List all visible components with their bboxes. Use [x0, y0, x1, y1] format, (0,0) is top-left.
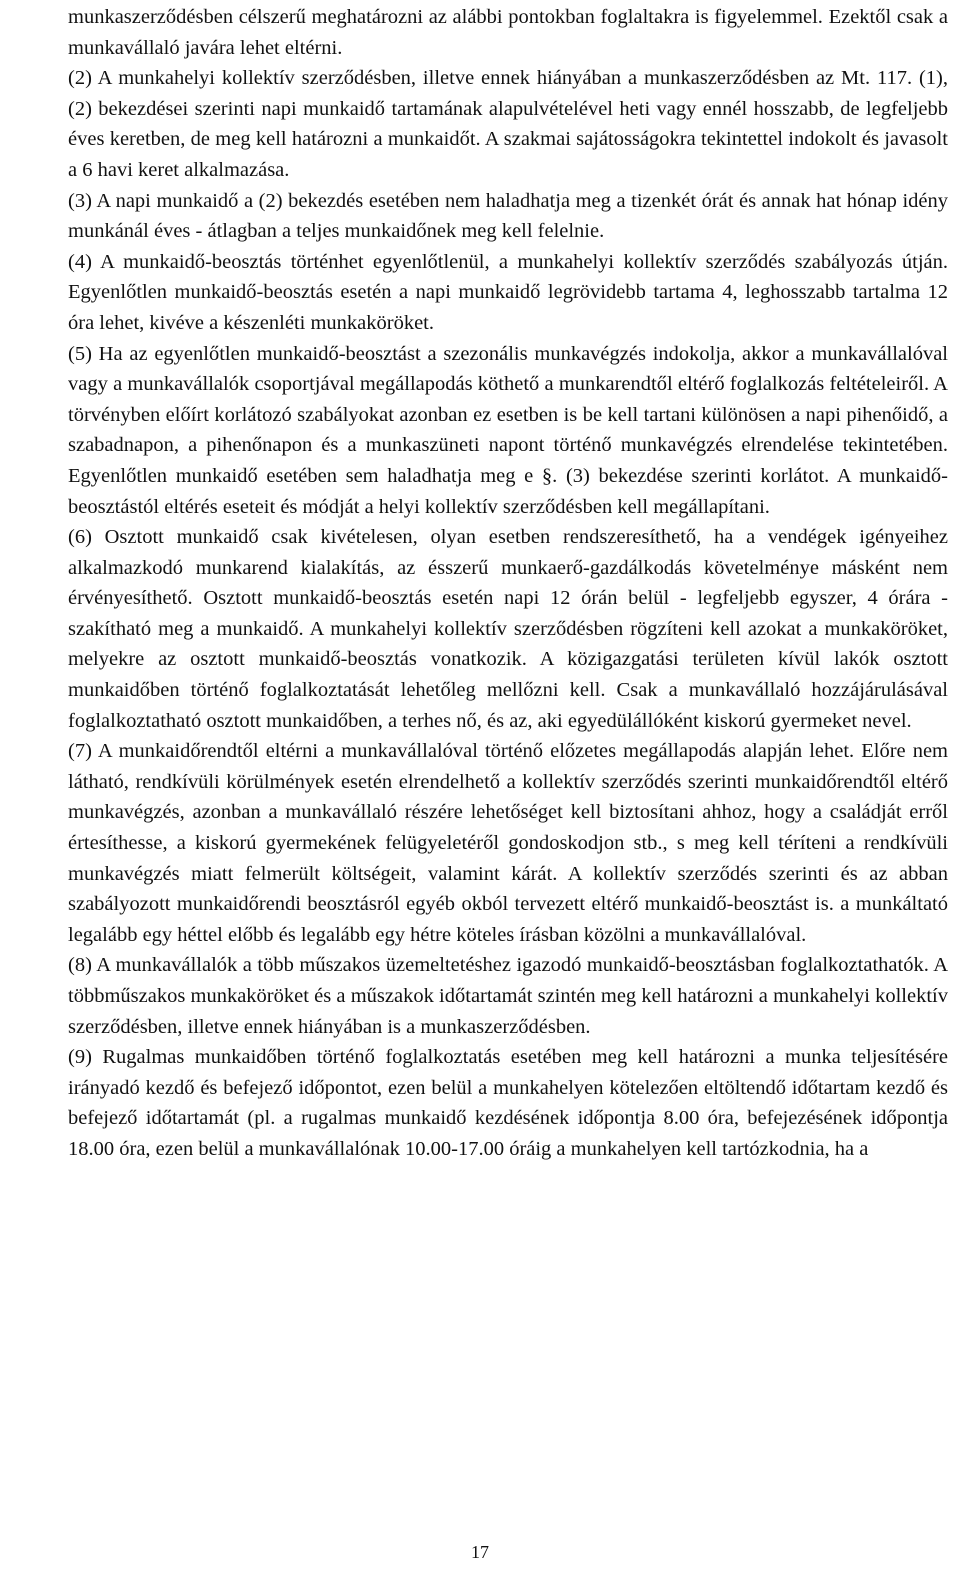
- paragraph-3: (3) A napi munkaidő a (2) bekezdés esetében nem haladhatja meg a tizenkét órát és annak hat hónap idény munkánál éves - átlagban a teljes munkaidőnek meg kell felelnie.: [68, 189, 948, 243]
- document-body: [68, 0, 948, 1165]
- paragraph-8: (8) A munkavállalók a több műszakos üzemeltetéshez igazodó munkaidő-beosztásban foglalkoztathatók. A többműszakos munkaköröket és a műszakok időtartamát szintén meg kell határozni a munkahelyi kollektív szerződésben, illetve ennek hiányában is a munkaszerződésben.: [68, 954, 948, 1038]
- paragraph-intro: munkaszerződésben célszerű meghatározni az alábbi pontokban foglaltakra is figyelemmel. Ezektől csak a munkavállaló javára lehet eltérni.: [68, 6, 948, 59]
- paragraph-6: (6) Osztott munkaidő csak kivételesen, olyan esetben rendszeresíthető, ha a vendégek igényeihez alkalmazkodó munkarend kialakítás, az ésszerű munkaerő-gazdálkodás követelménye másként nem érvényesíthető. Osztott munkaidő-beosztás esetén napi 12 órán belül - legfeljebb egyszer, 4 órára - szakítható meg a munkaidő. A munkahelyi kollektív szerződésben rögzíteni kell azokat a munkaköröket, melyekre az osztott munkaidő-beosztás vonatkozik. A közigazgatási területen kívül lakók osztott munkaidőben történő foglalkoztatását lehetőleg mellőzni kell. Csak a munkavállaló hozzájárulásával foglalkoztatható osztott munkaidőben, a terhes nő, és az, aki egyedülállóként kiskorú gyermeket nevel.: [68, 526, 948, 732]
- paragraph-9: (9) Rugalmas munkaidőben történő foglalkoztatás esetében meg kell határozni a munka teljesítésére irányadó kezdő és befejező időpontot, ezen belül a munkahelyen kötelezően eltöltendő időtartam kezdő és befejező időtartamát (pl. a rugalmas munkaidő kezdésének időpontja 8.00 óra, befejezésének időpontja 18.00 óra, ezen belül a munkavállalónak 10.00-17.00 óráig a munkahelyen kell tartózkodnia, ha a: [68, 1046, 948, 1160]
- paragraph-4: (4) A munkaidő-beosztás történhet egyenlőtlenül, a munkahelyi kollektív szerződés szabályozás útján. Egyenlőtlen munkaidő-beosztás esetén a napi munkaidő legrövidebb tartama 4, leghosszabb tartalma 12 óra lehet, kivéve a készenléti munkaköröket.: [68, 250, 948, 334]
- paragraph-5: (5) Ha az egyenlőtlen munkaidő-beosztást a szezonális munkavégzés indokolja, akkor a munkavállalóval vagy a munkavállalók csoportjával megállapodás köthető a munkarendtől eltérő foglalkozás feltételeiről. A törvényben előírt korlátozó szabályokat azonban ez esetben is be kell tartani különösen a napi pihenőidő, a szabadnapon, a pihenőnapon és a munkaszüneti napont történő munkavégzés elrendelése tekintetében. Egyenlőtlen munkaidő esetében sem haladhatja meg e §. (3) bekezdése szerinti korlátot. A munkaidő-beosztástól eltérés eseteit és módját a helyi kollektív szerződésben kell megállapítani.: [68, 342, 948, 518]
- paragraph-2: (2) A munkahelyi kollektív szerződésben, illetve ennek hiányában a munkaszerződésben az Mt. 117. (1), (2) bekezdései szerinti napi munkaidő tartamának alapulvételével heti vagy ennél hosszabb, de legfeljebb éves keretben, de meg kell határozni a munkaidőt. A szakmai sajátosságokra tekintettel indokolt és javasolt a 6 havi keret alkalmazása.: [68, 67, 948, 181]
- paragraph-7: (7) A munkaidőrendtől eltérni a munkavállalóval történő előzetes megállapodás alapján lehet. Előre nem látható, rendkívüli körülmények esetén elrendelhető a kollektív szerződés szerinti munkaidőrendtől eltérő munkavégzés, azonban a munkavállaló részére lehetőséget kell biztosítani ahhoz, hogy a családját erről értesíthesse, a kiskorú gyermekének felügyeletéről gondoskodjon stb., s meg kell téríteni a rendkívüli munkavégzés miatt felmerült költségeit, valamint kárát. A kollektív szerződés szerinti és az abban szabályozott munkaidőrendi beosztásról egyéb okból tervezett eltérő munkaidő-beosztást is. a munkáltató legalább egy héttel előbb és legalább egy hétre köteles írásban közölni a munkavállalóval.: [68, 740, 948, 946]
- page-number: 17: [471, 1542, 489, 1562]
